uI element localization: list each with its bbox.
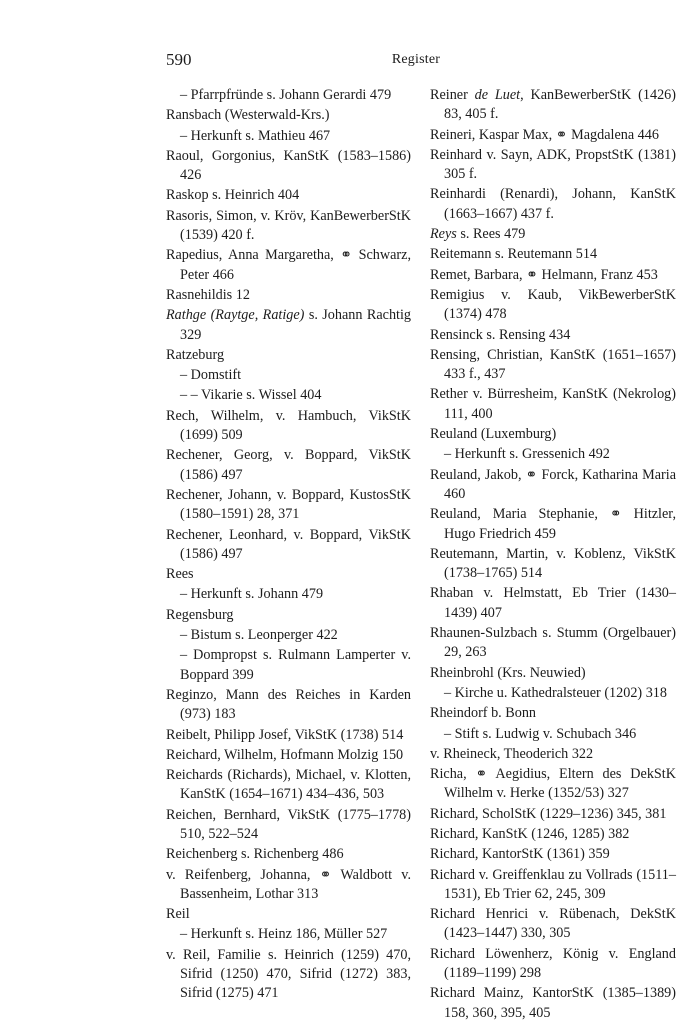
index-entry: Reuland (Luxemburg): [430, 426, 557, 443]
index-entry: v. Reifenberg, Johanna, ⚭ Waldbott v. Bassenheim, Lothar 313: [166, 866, 411, 902]
index-entry: Richard, KantorStK (1361) 359: [430, 846, 610, 863]
index-entry: Rees: [166, 566, 194, 583]
running-title: Register: [391, 52, 441, 67]
index-entry: Reichard, Wilhelm, Hofmann Molzig 150: [166, 746, 404, 763]
index-entry: v. Reil, Familie s. Heinrich (1259) 470, Sifrid (1250) 470, Sifrid (1272) 383, Sifrid (1275) 471: [166, 946, 411, 1002]
index-entry: Rheindorf b. Bonn: [430, 705, 537, 722]
index-entry: Richa, ⚭ Aegidius, Eltern des DekStK Wilhelm v. Herke (1352/53) 327: [430, 766, 676, 802]
index-column-right: [430, 86, 676, 1024]
index-entry: Rapedius, Anna Margaretha, ⚭ Schwarz, Peter 466: [166, 247, 411, 283]
index-entry: Rechener, Johann, v. Boppard, KustosStK (1580–1591) 28, 371: [166, 486, 411, 523]
index-entry: Reinhard v. Sayn, ADK, PropstStK (1381) 305 f.: [430, 146, 676, 183]
index-entry: Reichenberg s. Richenberg 486: [166, 846, 344, 863]
index-entry: Raoul, Gorgonius, KanStK (1583–1586) 426: [166, 147, 411, 184]
index-entry: Rathge (Raytge, Ratige) s. Johann Rachtig 329: [166, 307, 412, 343]
index-entry: – Dompropst s. Rulmann Lamperter v. Boppard 399: [180, 647, 411, 683]
index-entry: Raskop s. Heinrich 404: [166, 187, 300, 204]
index-entry: Richard Löwenherz, König v. England (1189–1199) 298: [430, 945, 676, 982]
index-entry: Regensburg: [166, 606, 234, 623]
page-number: 590: [166, 50, 192, 69]
index-entry: Rhaunen-Sulzbach s. Stumm (Orgelbauer) 29, 263: [430, 625, 676, 661]
index-entry: Reiner de Luet, KanBewerberStK (1426) 83, 405 f.: [430, 87, 676, 123]
index-entry: Rheinbrohl (Krs. Neuwied): [430, 664, 586, 681]
index-column-left: [166, 86, 411, 1005]
index-entry: Rechener, Leonhard, v. Boppard, VikStK (1586) 497: [166, 526, 411, 562]
index-entry: Ransbach (Westerwald-Krs.): [166, 107, 330, 124]
index-entry: – Herkunft s. Heinz 186, Müller 527: [180, 926, 388, 943]
index-entry: Reitemann s. Reutemann 514: [430, 246, 598, 263]
index-entry: Richard, KanStK (1246, 1285) 382: [430, 825, 630, 842]
index-entry: Reuland, Maria Stephanie, ⚭ Hitzler, Hugo Friedrich 459: [430, 506, 676, 542]
index-entry: Remigius v. Kaub, VikBewerberStK (1374) 478: [430, 286, 676, 323]
index-entry: Reutemann, Martin, v. Koblenz, VikStK (1738–1765) 514: [430, 545, 676, 582]
index-entry: Richard Mainz, KantorStK (1385–1389) 158, 360, 395, 405: [430, 985, 676, 1021]
index-entry: Rether v. Bürresheim, KanStK (Nekrolog) 111, 400: [430, 386, 676, 422]
index-entry: Reinhardi (Renardi), Johann, KanStK (1663–1667) 437 f.: [430, 186, 676, 222]
index-entry: – Pfarrpfründe s. Johann Gerardi 479: [180, 87, 392, 103]
index-entry: – – Vikarie s. Wissel 404: [180, 387, 322, 404]
index-entry: Reichards (Richards), Michael, v. Klotten, KanStK (1654–1671) 434–436, 503: [166, 767, 411, 803]
index-entry: Rechener, Georg, v. Boppard, VikStK (1586) 497: [166, 447, 411, 483]
index-entry: – Stift s. Ludwig v. Schubach 346: [444, 725, 637, 742]
index-entry: – Kirche u. Kathedralsteuer (1202) 318: [444, 684, 667, 701]
index-entry: – Herkunft s. Gressenich 492: [444, 446, 610, 463]
index-entry: Reuland, Jakob, ⚭ Forck, Katharina Maria 460: [430, 466, 676, 502]
index-entry: v. Rheineck, Theoderich 322: [430, 745, 594, 762]
index-entry: Reichen, Bernhard, VikStK (1775–1778) 510, 522–524: [166, 806, 411, 842]
index-entry: Ratzeburg: [166, 346, 225, 363]
index-entry: Rasnehildis 12: [166, 286, 250, 303]
index-entry: Rhaban v. Helmstatt, Eb Trier (1430–1439) 407: [430, 585, 676, 621]
index-entry: Richard v. Greiffenklau zu Vollrads (1511–1531), Eb Trier 62, 245, 309: [430, 866, 676, 902]
index-entry: – Herkunft s. Johann 479: [180, 586, 324, 603]
index-entry: – Bistum s. Leonperger 422: [180, 627, 338, 644]
index-entry: Reineri, Kaspar Max, ⚭ Magdalena 446: [430, 126, 659, 143]
index-entry: – Herkunft s. Mathieu 467: [180, 127, 331, 144]
index-entry: Rech, Wilhelm, v. Hambuch, VikStK (1699) 509: [166, 407, 411, 444]
index-entry: Remet, Barbara, ⚭ Helmann, Franz 453: [430, 266, 658, 283]
index-entry: Reginzo, Mann des Reiches in Karden (973) 183: [166, 686, 411, 723]
index-entry: Richard, ScholStK (1229–1236) 345, 381: [430, 805, 667, 822]
index-entry: Rensinck s. Rensing 434: [430, 326, 571, 343]
index-entry: Richard Henrici v. Rübenach, DekStK (1423–1447) 330, 305: [430, 906, 676, 942]
index-entry: Reil: [166, 906, 190, 923]
index-entry: Reibelt, Philipp Josef, VikStK (1738) 514: [166, 726, 404, 743]
index-entry: Reys s. Rees 479: [430, 226, 526, 243]
index-entry: – Domstift: [180, 367, 242, 384]
page-header: [166, 50, 666, 72]
index-entry: Rensing, Christian, KanStK (1651–1657) 433 f., 437: [430, 346, 676, 383]
index-entry: Rasoris, Simon, v. Kröv, KanBewerberStK (1539) 420 f.: [166, 207, 411, 244]
